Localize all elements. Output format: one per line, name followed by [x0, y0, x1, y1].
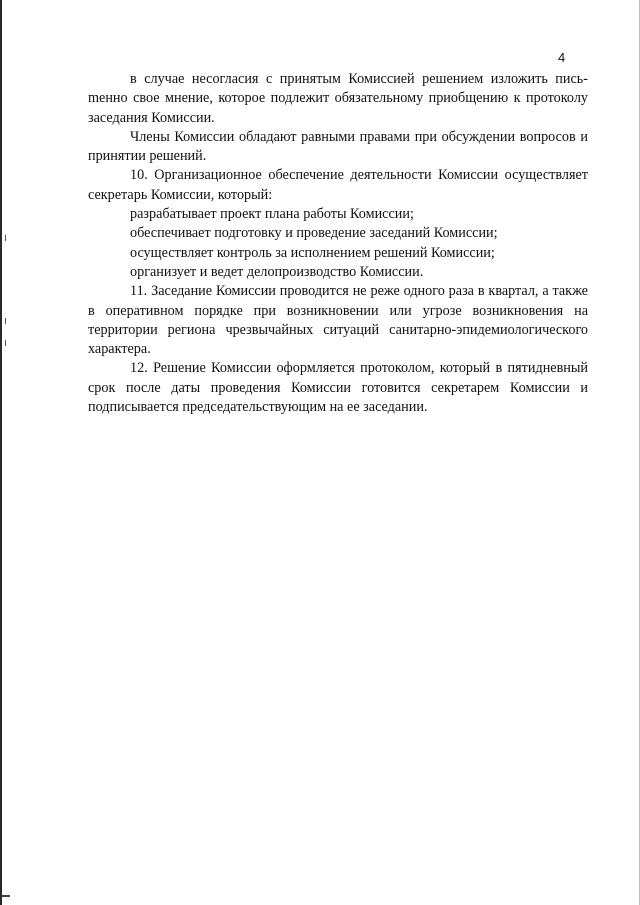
list-item: организует и ведет делопроизводство Комиссии. — [130, 263, 424, 280]
list-item: разрабатывает проект плана работы Комиссии; — [130, 206, 414, 223]
page-number: 4 — [558, 50, 566, 65]
paragraph: Члены Комиссии обладают равными правами при обсуждении вопросов и принятии решений. — [88, 128, 588, 165]
scan-speck — [5, 340, 6, 346]
scan-speck — [5, 318, 6, 324]
paragraph: 10. Организационное обеспечение деятельности Комиссии осуществляет секретарь Комиссии, который: — [88, 167, 588, 203]
paragraph: 11. Заседание Комиссии проводится не реже одного раза в квартал, а также в оперативном порядке при возникновении или угрозе возникновения на территории региона чрезвычайных ситуаций санитарно-эпидемиологического характера. — [88, 283, 588, 358]
document-body — [88, 70, 588, 417]
list-item: осуществляет контроль за исполнением решений Комиссии; — [130, 244, 495, 261]
paragraph: в случае несогласия с принятым Комиссией решением изложить письmенно свое мнение, которое подлежит обязательному приобщению к протоколу заседания Комиссии. — [88, 71, 588, 126]
scan-speck — [5, 235, 6, 241]
list-item: обеспечивает подготовку и проведение заседаний Комиссии; — [130, 225, 498, 242]
scan-left-edge — [0, 0, 2, 905]
paragraph: 12. Решение Комиссии оформляется протоколом, который в пятидневный срок после даты проведения Комиссии готовится секретарем Комиссии и подписывается председательствующим на ее заседании. — [88, 360, 588, 416]
scan-mark — [2, 895, 10, 897]
